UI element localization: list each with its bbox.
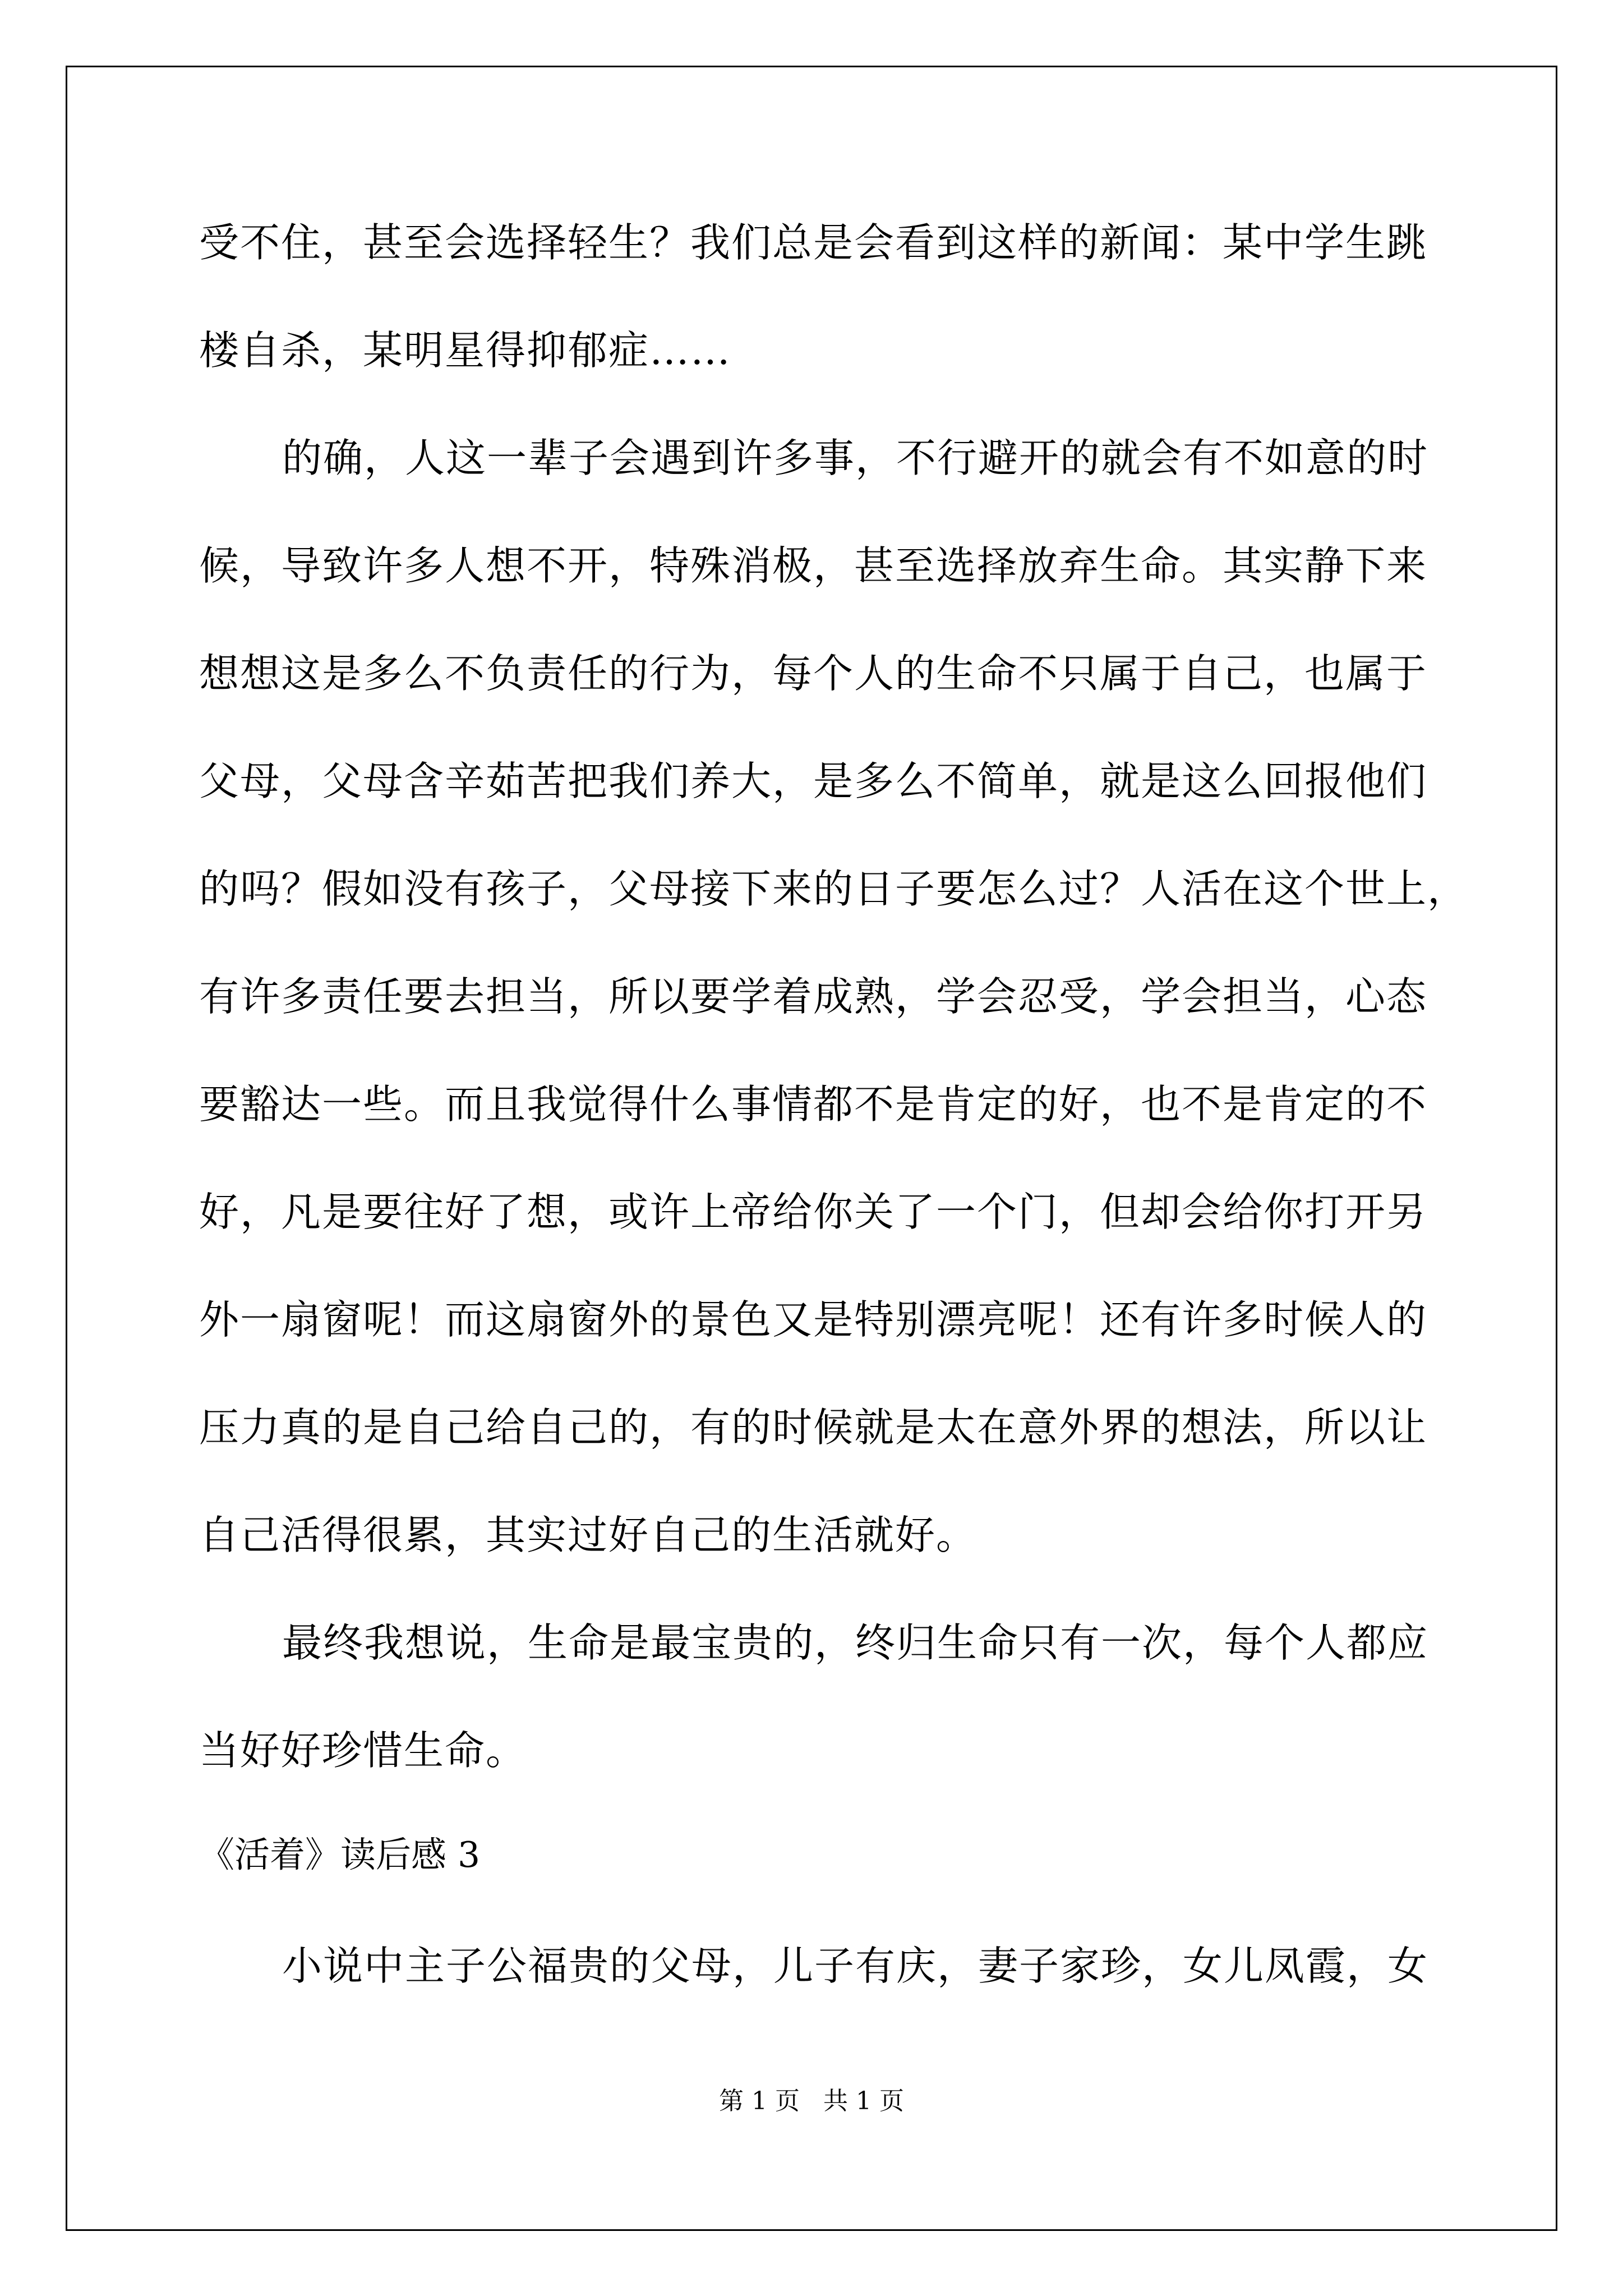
text-line: 想想这是多么不负责任的行为，每个人的生命不只属于自己，也属于	[199, 650, 1428, 697]
page-footer	[0, 2086, 1623, 2117]
page-number: 第 1 页	[719, 2087, 800, 2115]
text-line: 候，导致许多人想不开，特殊消极，甚至选择放弃生命。其实静下来	[199, 542, 1428, 589]
section-heading: 《活着》读后感 3	[199, 1834, 481, 1875]
text-line: 要豁达一些。而且我觉得什么事情都不是肯定的好，也不是肯定的不	[199, 1081, 1428, 1128]
text-line: 自己活得很累，其实过好自己的生活就好。	[199, 1512, 978, 1558]
text-line: 父母，父母含辛茹苦把我们养大，是多么不简单，就是这么回报他们	[199, 758, 1428, 804]
text-line: 外一扇窗呢！而这扇窗外的景色又是特别漂亮呢！还有许多时候人的	[199, 1296, 1428, 1343]
text-line: 有许多责任要去担当，所以要学着成熟，学会忍受，学会担当，心态	[199, 973, 1428, 1020]
text-line: 楼自杀，某明星得抑郁症……	[199, 327, 732, 374]
text-line: 的确，人这一辈子会遇到许多事，不行避开的就会有不如意的时	[282, 435, 1429, 481]
text-line: 最终我想说，生命是最宝贵的，终归生命只有一次，每个人都应	[282, 1619, 1429, 1666]
text-line: 受不住，甚至会选择轻生？我们总是会看到这样的新闻：某中学生跳	[199, 219, 1428, 266]
text-line: 小说中主子公福贵的父母，儿子有庆，妻子家珍，女儿凤霞，女	[282, 1943, 1429, 1989]
document-body	[199, 216, 1469, 2047]
text-line: 的吗？假如没有孩子，父母接下来的日子要怎么过？人活在这个世上，	[199, 866, 1469, 912]
text-line: 压力真的是自己给自己的，有的时候就是太在意外界的想法，所以让	[199, 1404, 1428, 1451]
text-line: 当好好珍惜生命。	[199, 1727, 527, 1774]
page-total: 共 1 页	[823, 2087, 904, 2115]
text-line: 好，凡是要往好了想，或许上帝给你关了一个门，但却会给你打开另	[199, 1189, 1428, 1235]
